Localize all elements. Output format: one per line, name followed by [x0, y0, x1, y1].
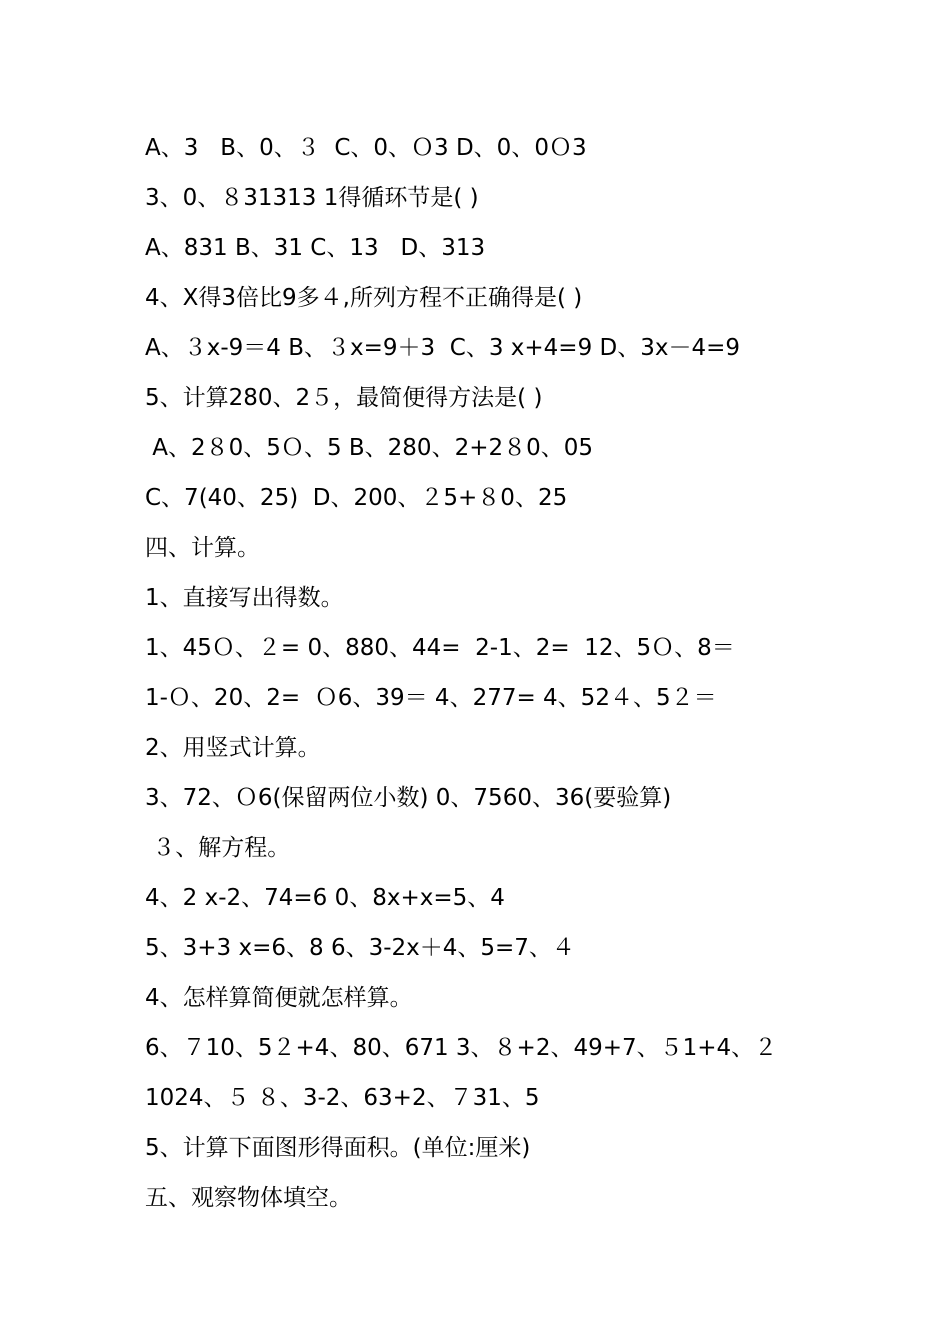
text-line: 1、45Ｏ、２= 0、880、44= 2-1、2= 12、5Ｏ、8＝ [145, 635, 735, 661]
text-line: 1024、５ ８、3-2、63+2、７31、5 [145, 1085, 540, 1111]
text-line: A、831 B、31 C、13 D、313 [145, 235, 486, 261]
text-line: 3、72、Ｏ6(保留两位小数) 0、7560、36(要验算) [145, 785, 672, 811]
section-heading: 五、观察物体填空。 [145, 1185, 352, 1211]
text-line: 1、直接写出得数。 [145, 585, 344, 611]
document-body [145, 128, 925, 1228]
text-line: 2、用竖式计算。 [145, 735, 321, 761]
text-line: 4、怎样算简便就怎样算。 [145, 985, 413, 1011]
text-line: A、2８0、5Ｏ、5 B、280、2+2８0、05 [145, 435, 594, 461]
text-line: C、7(40、25) D、200、２5+８0、25 [145, 485, 568, 511]
section-heading: 四、计算。 [145, 535, 260, 561]
text-line: 5、3+3 x=6、8 6、3-2x＋4、5=7、４ [145, 935, 575, 961]
text-line: 1-Ｏ、20、2= Ｏ6、39＝ 4、277= 4、52４、5２＝ [145, 685, 717, 711]
text-line: ３、解方程。 [145, 835, 291, 861]
text-line: 6、７10、5２+4、80、671 3、８+2、49+7、５1+4、２ [145, 1035, 778, 1061]
text-line: 4、X得3倍比9多４,所列方程不正确得是( ) [145, 285, 583, 311]
text-line: 3、0、８31313 1得循环节是( ) [145, 185, 479, 211]
text-line: A、3 B、0、３ C、0、Ｏ3 D、0、0Ｏ3 [145, 135, 587, 161]
text-line: 5、计算下面图形得面积。(单位:厘米) [145, 1135, 531, 1161]
text-line: A、３x-9＝4 B、３x=9＋3 C、3 x+4=9 D、3x－4=9 [145, 335, 741, 361]
text-line: 5、计算280、2５，最简便得方法是( ) [145, 385, 543, 411]
text-line: 4、2 x-2、74=6 0、8x+x=5、4 [145, 885, 505, 911]
